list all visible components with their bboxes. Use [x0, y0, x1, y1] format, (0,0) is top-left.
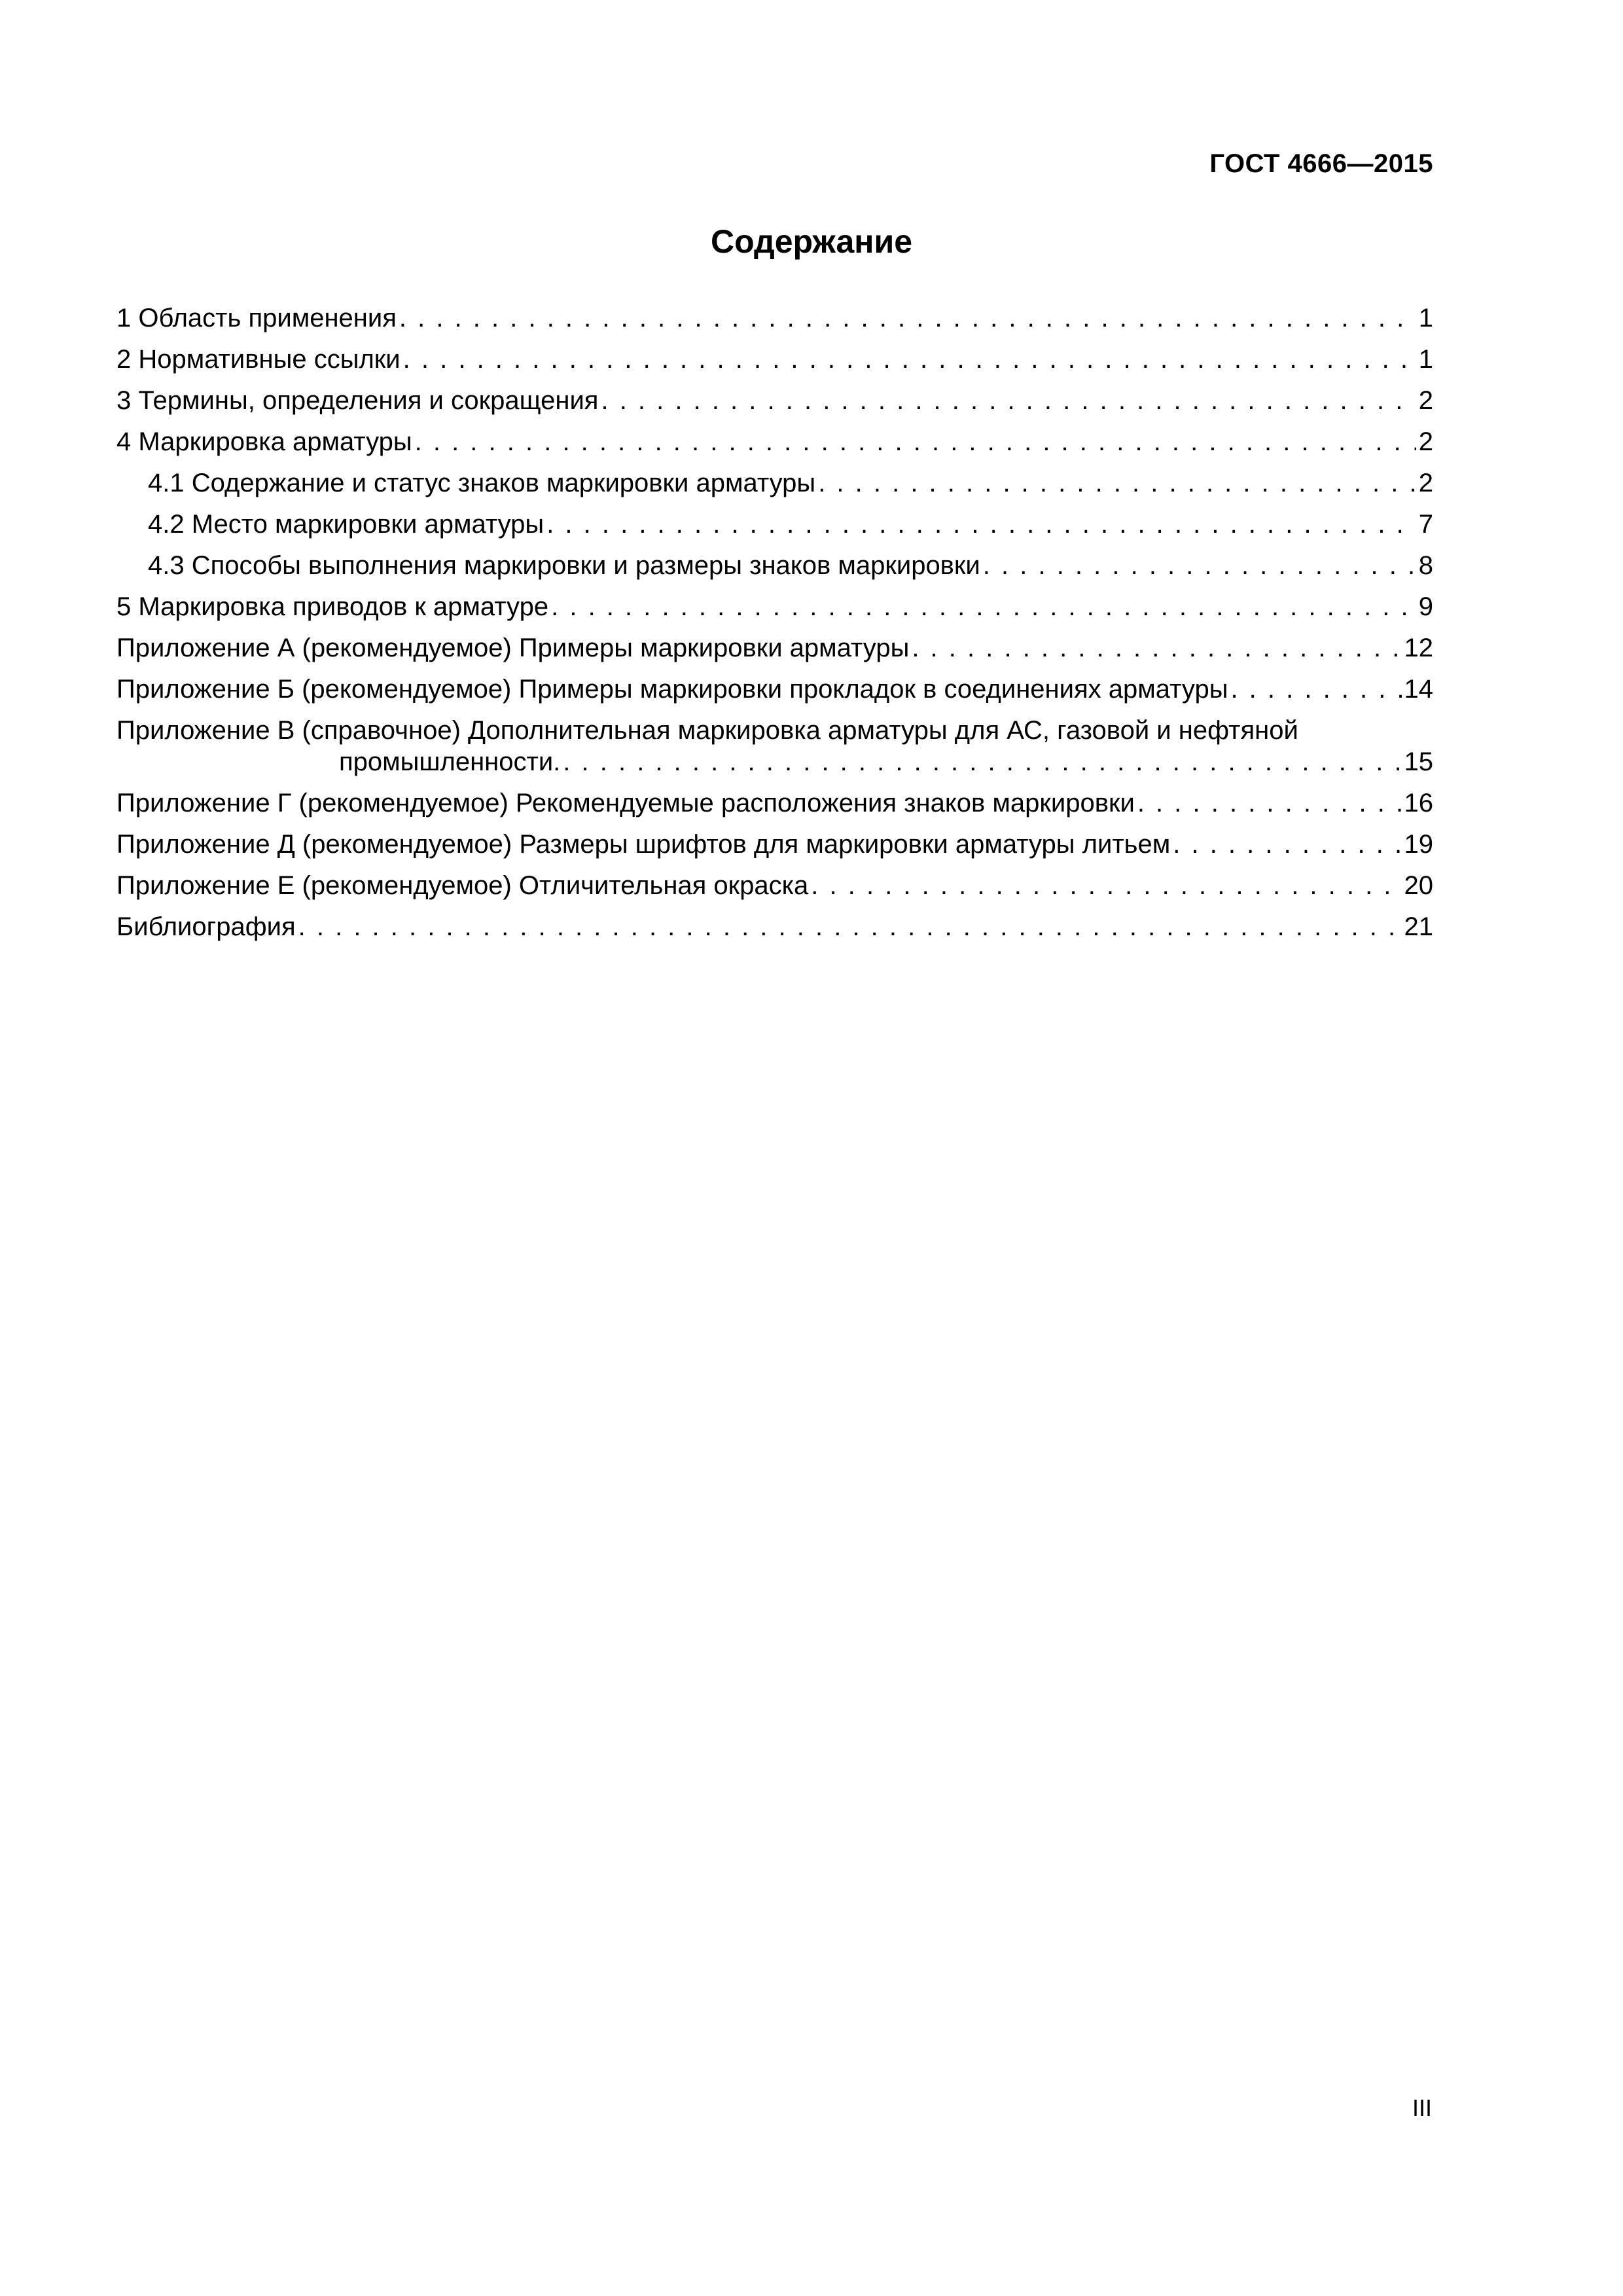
- toc-leader-dots: [403, 344, 1416, 375]
- toc-leader-dots: [1137, 787, 1402, 819]
- toc-entry-page: 2: [1418, 427, 1433, 456]
- toc-entry-label: 4.2 Место маркировки арматуры: [148, 510, 544, 539]
- toc-entry-label: Приложение А (рекомендуемое) Примеры маркировки арматуры: [116, 634, 910, 662]
- toc-entry[interactable]: [116, 426, 1433, 457]
- toc-entry-label-line1: Приложение В (справочное) Дополнительная маркировка арматуры для АС, газовой и нефтяной: [116, 716, 1298, 745]
- toc-entry-continuation: [116, 746, 1433, 778]
- toc-leader-dots: [818, 467, 1416, 499]
- toc-entry-page: 16: [1404, 789, 1433, 817]
- toc-leader-dots: [551, 591, 1416, 622]
- toc-entry-page: 14: [1404, 675, 1433, 704]
- toc-entry-page: 2: [1418, 386, 1433, 415]
- toc-leader-dots: [399, 302, 1416, 334]
- toc-leader-dots: [1173, 829, 1401, 860]
- toc-leader-dots: [563, 746, 1401, 778]
- toc-entry-bibliography[interactable]: [116, 911, 1433, 942]
- table-of-contents: [116, 302, 1433, 952]
- toc-entry-label: 3 Термины, определения и сокращения: [116, 386, 599, 415]
- page-number: III: [1412, 2094, 1432, 2121]
- toc-subentry[interactable]: [116, 509, 1433, 540]
- toc-entry-label: 2 Нормативные ссылки: [116, 345, 401, 374]
- toc-entry-page: 2: [1418, 469, 1433, 497]
- toc-leader-dots: [298, 911, 1402, 942]
- toc-entry-label: 5 Маркировка приводов к арматуре: [116, 592, 549, 621]
- toc-entry-appendix[interactable]: [116, 632, 1433, 664]
- toc-entry[interactable]: [116, 302, 1433, 334]
- toc-entry[interactable]: [116, 344, 1433, 375]
- toc-entry-page: 9: [1418, 592, 1433, 621]
- toc-entry-page: 12: [1404, 634, 1433, 662]
- toc-leader-dots: [811, 870, 1401, 901]
- toc-entry-appendix[interactable]: [116, 787, 1433, 819]
- toc-entry-label: 1 Область применения: [116, 304, 397, 332]
- toc-entry-appendix[interactable]: [116, 673, 1433, 705]
- toc-entry-label: 4 Маркировка арматуры: [116, 427, 412, 456]
- toc-entry-page: 19: [1404, 830, 1433, 859]
- toc-entry-page: 21: [1404, 912, 1433, 941]
- toc-entry-page: 1: [1418, 304, 1433, 332]
- toc-entry-label: 4.3 Способы выполнения маркировки и размеры знаков маркировки: [148, 551, 980, 580]
- toc-leader-dots: [983, 550, 1416, 581]
- toc-entry-page: 15: [1404, 747, 1433, 776]
- toc-entry-appendix[interactable]: [116, 829, 1433, 860]
- toc-entry[interactable]: [116, 591, 1433, 622]
- toc-entry-label: 4.1 Содержание и статус знаков маркировки арматуры: [148, 469, 816, 497]
- toc-entry-page: 7: [1418, 510, 1433, 539]
- toc-leader-dots: [1230, 673, 1401, 705]
- toc-entry-label: Приложение Г (рекомендуемое) Рекомендуемые расположения знаков маркировки: [116, 789, 1135, 817]
- toc-entry-label-line2: промышленности.: [339, 747, 561, 776]
- toc-leader-dots: [546, 509, 1416, 540]
- toc-subentry[interactable]: [116, 550, 1433, 581]
- toc-entry-appendix[interactable]: [116, 870, 1433, 901]
- toc-entry-appendix[interactable]: [116, 715, 1433, 778]
- toc-subentry[interactable]: [116, 467, 1433, 499]
- toc-entry-label: Приложение Б (рекомендуемое) Примеры маркировки прокладок в соединениях арматуры: [116, 675, 1228, 704]
- toc-entry[interactable]: [116, 385, 1433, 416]
- toc-entry-page: 1: [1418, 345, 1433, 374]
- toc-entry-label: Приложение Е (рекомендуемое) Отличительная окраска: [116, 871, 809, 900]
- toc-entry-page: 20: [1404, 871, 1433, 900]
- toc-entry-label: Приложение Д (рекомендуемое) Размеры шрифтов для маркировки арматуры литьем: [116, 830, 1171, 859]
- toc-leader-dots: [912, 632, 1401, 664]
- toc-leader-dots: [415, 426, 1416, 457]
- document-code: ГОСТ 4666—2015: [1209, 149, 1433, 178]
- toc-entry-label: Библиография: [116, 912, 296, 941]
- toc-entry-page: 8: [1418, 551, 1433, 580]
- toc-leader-dots: [601, 385, 1416, 416]
- toc-title: Содержание: [710, 223, 913, 260]
